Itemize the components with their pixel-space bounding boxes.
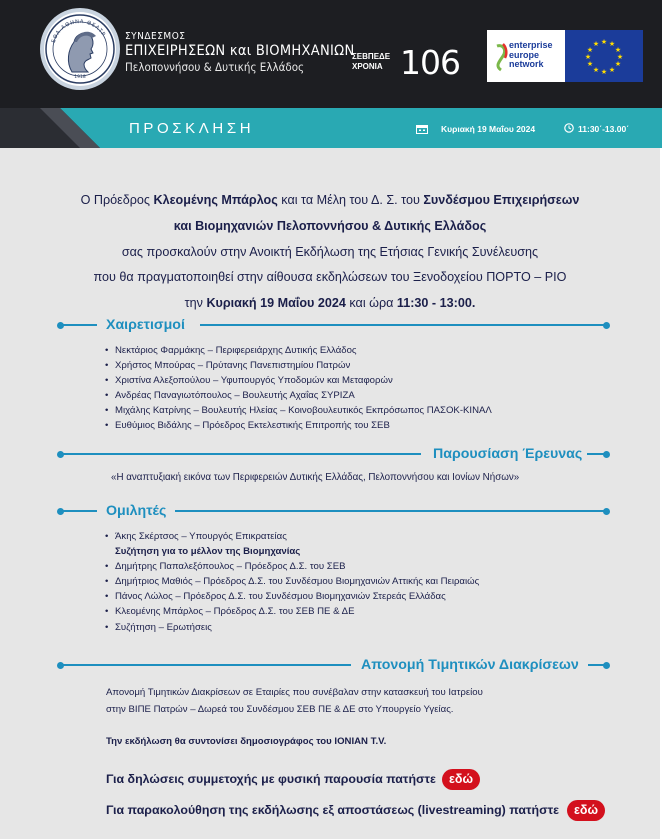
- een-line3: network: [509, 59, 544, 69]
- intro-line4: που θα πραγματοποιηθεί στην αίθουσα εκδηλώσεων του Ξενοδοχείου ΠΟΡΤΟ – ΡΙΟ: [93, 270, 567, 285]
- anniversary-label-2: ΧΡΟΝΙΑ: [352, 62, 383, 71]
- svg-text:★: ★: [584, 53, 592, 61]
- event-date: Κυριακή 19 Μαΐου 2024: [441, 124, 536, 134]
- een-text: [509, 41, 553, 70]
- een-swirl-icon: [491, 30, 511, 82]
- svg-text:★: ★: [608, 66, 616, 74]
- svg-text:★: ★: [600, 68, 608, 76]
- intro-line3: σας προσκαλούν στην Ανοικτή Εκδήλωση της Ετήσιας Γενικής Συνέλευσης: [121, 244, 539, 259]
- logo-year: 1918: [74, 75, 86, 80]
- awards-description: [106, 684, 483, 718]
- research-divider-left: [61, 453, 421, 455]
- greetings-divider-right: [200, 324, 605, 326]
- svg-text:★: ★: [614, 46, 622, 54]
- moderator-note: Την εκδήλωση θα συντονίσει δημοσιογράφος του ΙΟΝΙΑΝ T.V.: [106, 736, 387, 747]
- in-person-registration-button[interactable]: εδώ: [442, 769, 480, 790]
- list-item: • Δημήτρης Παπαλεξόπουλος – Πρόεδρος Δ.Σ. του ΣΕΒ: [105, 561, 346, 573]
- org-name: [125, 31, 355, 74]
- intro-line5: την Κυριακή 19 Μαΐου 2024 και ώρα 11:30 - 13:00.: [184, 296, 476, 311]
- speakers-divider-left: [61, 510, 97, 512]
- svg-text:★: ★: [592, 40, 600, 48]
- svg-text:★: ★: [600, 38, 608, 46]
- anniversary-label-1: ΣΕΒΠΕΔΕ: [352, 52, 391, 61]
- research-heading: Παρουσίαση Έρευνας: [433, 446, 583, 462]
- speakers-heading: Ομιλητές: [106, 503, 167, 519]
- list-item: • Χριστίνα Αλεξοπούλου – Υφυπουργός Υποδομών και Μεταφορών: [105, 375, 393, 387]
- intro-line1: Ο Πρόεδρος Κλεομένης Μπάρλος και τα Μέλη του Δ. Σ. του Συνδέσμου Επιχειρήσεων: [80, 193, 580, 207]
- list-item: • Συζήτηση – Ερωτήσεις: [105, 621, 212, 633]
- svg-text:★: ★: [592, 66, 600, 74]
- greetings-divider-dot-right: [603, 322, 610, 329]
- athena-logo: [40, 8, 120, 90]
- speakers-list: [105, 529, 479, 635]
- eu-stars-icon: [565, 30, 643, 82]
- list-item: • Ανδρέας Παναγιωτόπουλος – Βουλευτής Αχαΐας ΣΥΡΙΖΑ: [105, 390, 355, 402]
- svg-text:★: ★: [616, 53, 624, 61]
- awards-divider-left: [61, 664, 351, 666]
- intro-line2: και Βιομηχανιών Πελοποννήσου & Δυτικής Ελλάδος: [173, 218, 487, 233]
- awards-divider-dot-right: [603, 662, 610, 669]
- clock-icon: [564, 123, 574, 133]
- invitation-intro: [20, 188, 640, 317]
- list-item: • Πάνος Λώλος – Πρόεδρος Δ.Σ. του Συνδέσμου Βιομηχανιών Στερεάς Ελλάδας: [105, 591, 446, 603]
- header: [0, 0, 662, 108]
- list-item: • Δημήτριος Μαθιός – Πρόεδρος Δ.Σ. του Συνδέσμου Βιομηχανιών Αττικής και Πειραιώς: [105, 576, 480, 588]
- een-logo: [487, 30, 643, 82]
- awards-heading: Απονομή Τιμητικών Διακρίσεων: [361, 657, 579, 673]
- svg-text:★: ★: [614, 60, 622, 68]
- svg-text:★: ★: [608, 40, 616, 48]
- speakers-divider-right: [175, 510, 605, 512]
- org-name-line1: ΣΥΝΔΕΣΜΟΣ: [125, 31, 186, 42]
- eu-flag: [565, 30, 643, 82]
- svg-text:★: ★: [586, 46, 594, 54]
- discussion-topic: Συζήτηση για το μέλλον της Βιομηχανίας: [115, 546, 301, 558]
- svg-text:★: ★: [586, 60, 594, 68]
- een-line2: europe: [509, 49, 540, 60]
- een-line1: enterprise: [509, 40, 553, 50]
- list-item: • Κλεομένης Μπάρλος – Πρόεδρος Δ.Σ. του ΣΕΒ ΠΕ & ΔΕ: [105, 606, 355, 618]
- org-name-line3: Πελοποννήσου & Δυτικής Ελλάδος: [125, 60, 305, 74]
- org-name-line2: ΕΠΙΧΕΙΡΗΣΕΩΝ και ΒΙΟΜΗΧΑΝΙΩΝ: [125, 43, 355, 59]
- logo-ring-text: ΕΘΑ ΑΘΗΝΑ ΘΕΑΤΡ: [50, 18, 107, 44]
- greetings-heading: Χαιρετισμοί: [106, 317, 185, 333]
- page-title: ΠΡΟΣΚΛΗΣΗ: [129, 120, 255, 137]
- list-item: • Άκης Σκέρτσος – Υπουργός Επικρατείας: [105, 531, 287, 542]
- list-item: • Μιχάλης Κατρίνης – Βουλευτής Ηλείας – Κοινοβουλευτικός Εκπρόσωπος ΠΑΣΟΚ-ΚΙΝΑΛ: [105, 405, 492, 417]
- list-item: • Ευθύμιος Βιδάλης – Πρόεδρος Εκτελεστικής Επιτροπής του ΣΕΒ: [105, 420, 390, 432]
- in-person-registration-text: Για δηλώσεις συμμετοχής με φυσική παρουσία πατήστε: [106, 772, 436, 786]
- calendar-icon: [416, 124, 428, 134]
- list-item: • Νεκτάριος Φαρμάκης – Περιφερειάρχης Δυτικής Ελλάδος: [105, 345, 357, 356]
- livestream-text: Για παρακολούθηση της εκδήλωσης εξ αποστάσεως (livestreaming) πατήστε: [106, 803, 559, 817]
- awards-line1: Απονομή Τιμητικών Διακρίσεων σε Εταιρίες που συνέβαλαν στην κατασκευή του Ιατρείου: [106, 687, 483, 698]
- athena-head-icon: [44, 12, 116, 86]
- title-band: [0, 108, 662, 148]
- anniversary-years: 106: [400, 43, 460, 82]
- research-divider-dot-right: [603, 451, 610, 458]
- greetings-divider-left: [61, 324, 97, 326]
- event-time: 11:30΄-13.00΄: [578, 124, 630, 134]
- een-logo-text-panel: [487, 30, 565, 82]
- research-title: «Η αναπτυξιακή εικόνα των Περιφερειών Δυτικής Ελλάδας, Πελοποννήσου και Ιονίων Νήσων»: [111, 472, 520, 483]
- awards-line2: στην ΒΙΠΕ Πατρών – Δωρεά του Συνδέσμου ΣΕΒ ΠΕ & ΔΕ στο Υπουργείο Υγείας.: [106, 704, 454, 715]
- list-item: • Χρήστος Μπούρας – Πρύτανης Πανεπιστημίου Πατρών: [105, 360, 351, 372]
- speakers-divider-dot-right: [603, 508, 610, 515]
- greetings-list: [105, 343, 492, 434]
- livestream-button[interactable]: εδώ: [567, 800, 605, 821]
